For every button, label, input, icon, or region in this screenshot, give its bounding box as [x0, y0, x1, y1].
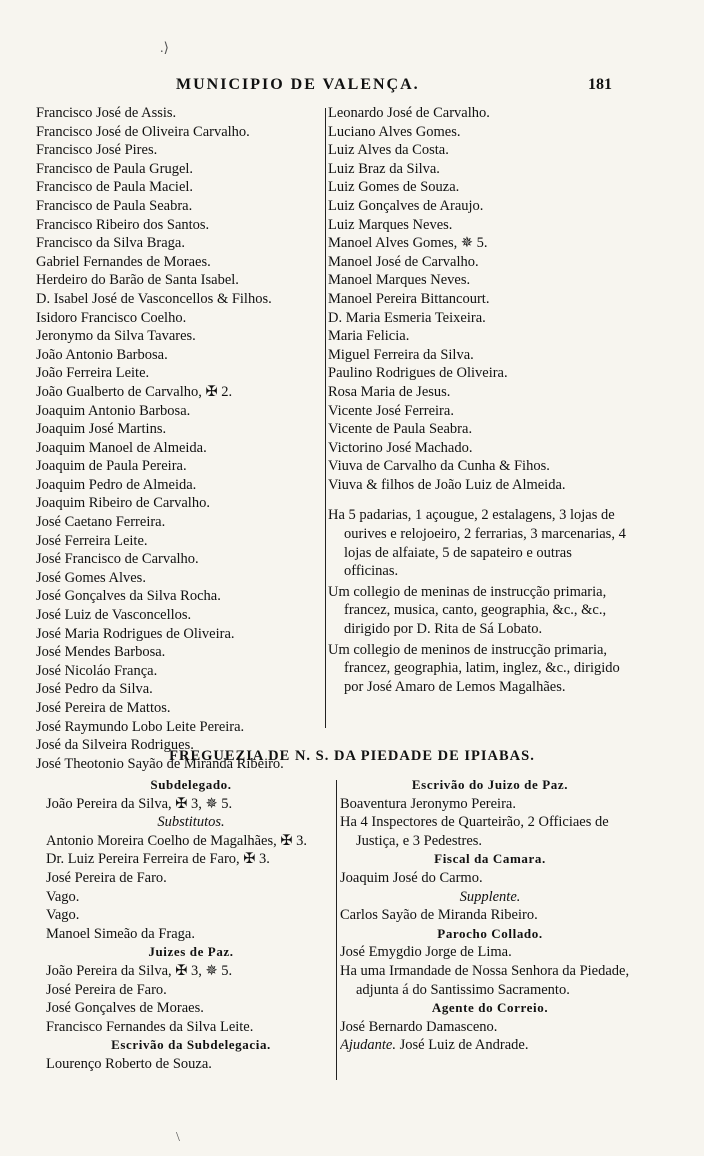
list-item: Francisco José de Assis.: [36, 105, 177, 121]
juizes-list: [46, 962, 336, 1036]
list-item: Luiz Marques Neves.: [328, 216, 453, 233]
list-item: Joaquim de Paula Pereira.: [36, 458, 187, 475]
parish-officials-right: [340, 776, 640, 1055]
list-item: Miguel Ferreira da Silva.: [328, 346, 474, 363]
list-item: José Pedro da Silva.: [36, 681, 153, 698]
list-item: José Luiz de Vasconcellos.: [36, 607, 192, 624]
list-item: Maria Felicia.: [328, 328, 410, 345]
list-item: José Ferreira Leite.: [36, 532, 148, 549]
escrivao-juizo-name: Boaventura Jeronymo Pereira.: [340, 795, 516, 812]
list-item: José Gomes Alves.: [36, 569, 146, 586]
paragraph: Ha 5 padarias, 1 açougue, 2 estalagens, 3 lojas de ourives e relojoeiro, 2 ferrarias, 3 marcenarias, 4 lojas de alfaiate, 5 de sapateiro e outras officinas.: [328, 507, 626, 580]
substitutos-list: [46, 832, 336, 944]
list-item: Vicente de Paula Seabra.: [328, 421, 473, 438]
list-item: Jeronymo da Silva Tavares.: [36, 328, 196, 345]
subdelegado-heading: Subdelegado.: [150, 777, 232, 792]
list-item: João Pereira da Silva, ✠ 3, ✵ 5.: [46, 962, 233, 979]
list-item: José Pereira de Faro.: [46, 981, 167, 998]
list-item: Antonio Moreira Coelho de Magalhães, ✠ 3.: [46, 832, 308, 849]
paragraph: Um collegio de meninos de instrucção primaria, francez, geographia, latim, inglez, &c., dirigido por José Amaro de Lemos Magalhães.: [328, 641, 620, 695]
list-item: João Ferreira Leite.: [36, 365, 150, 382]
list-item: Viuva & filhos de João Luiz de Almeida.: [328, 476, 566, 493]
list-item: Leonardo José de Carvalho.: [328, 105, 490, 121]
name-list-left: [36, 104, 326, 773]
list-item: Joaquim Pedro de Almeida.: [36, 476, 197, 493]
list-item: D. Isabel José de Vasconcellos & Filhos.: [36, 290, 272, 307]
list-item: Victorino José Machado.: [328, 439, 473, 456]
list-item: José Nicoláo França.: [36, 662, 158, 679]
list-item: Manoel José de Carvalho.: [328, 253, 479, 270]
agente-heading: Agente do Correio.: [431, 1000, 549, 1016]
list-item: José Caetano Ferreira.: [36, 514, 166, 531]
list-item: José Pereira de Faro.: [46, 869, 167, 886]
list-item: Luiz Gonçalves de Araujo.: [328, 197, 484, 214]
list-item: José Mendes Barbosa.: [36, 644, 166, 661]
ajudante-name: José Luiz de Andrade.: [399, 1037, 529, 1054]
escrivao-subdelegacia-name: Lourenço Roberto de Souza.: [46, 1055, 212, 1072]
list-item: Paulino Rodrigues de Oliveira.: [328, 365, 508, 382]
list-item: José Raymundo Lobo Leite Pereira.: [36, 718, 245, 735]
ajudante-line: [340, 1036, 640, 1055]
list-item: Francisco de Paula Maciel.: [36, 179, 194, 196]
list-item: Vago.: [46, 907, 80, 924]
list-item: Viuva de Carvalho da Cunha & Fihos.: [328, 458, 550, 475]
list-item: João Gualberto de Carvalho, ✠ 2.: [36, 383, 233, 400]
list-item: João Antonio Barbosa.: [36, 346, 168, 363]
list-item: Joaquim José Martins.: [36, 421, 167, 438]
list-item: José Gonçalves de Moraes.: [46, 1000, 204, 1017]
page-number: 181: [588, 76, 612, 93]
list-item: Francisco José de Oliveira Carvalho.: [36, 123, 250, 140]
list-item: Rosa Maria de Jesus.: [328, 383, 451, 400]
list-item: Vicente José Ferreira.: [328, 402, 454, 419]
escrivao-juizo-heading: Escrivão do Juizo de Paz.: [411, 777, 569, 792]
list-item: D. Maria Esmeria Teixeira.: [328, 309, 486, 326]
parocho-name: José Emygdio Jorge de Lima.: [340, 944, 512, 961]
list-item: Dr. Luiz Pereira Ferreira de Faro, ✠ 3.: [46, 851, 270, 868]
list-item: Manoel Pereira Bittancourt.: [328, 290, 490, 307]
list-item: José Theotonio Sayão de Miranda Ribeiro.: [36, 755, 284, 772]
column-divider: [325, 108, 326, 728]
list-item: José Maria Rodrigues de Oliveira.: [36, 625, 235, 642]
section-title: FREGUEZIA DE N. S. DA PIEDADE DE IPIABAS.: [169, 748, 535, 764]
ajudante-label: Ajudante.: [340, 1037, 396, 1054]
page-header: [0, 76, 704, 98]
list-item: Joaquim Ribeiro de Carvalho.: [36, 495, 210, 512]
fiscal-name: Joaquim José do Carmo.: [340, 869, 483, 886]
escrivao-subdelegacia-heading: Escrivão da Subdelegacia.: [111, 1037, 271, 1053]
list-item: Francisco da Silva Braga.: [36, 235, 185, 252]
list-item: Manoel Simeão da Fraga.: [46, 925, 195, 942]
inspectores-text: Ha 4 Inspectores de Quarteirão, 2 Officiaes de Justiça, e 3 Pedestres.: [340, 814, 609, 849]
list-item: Manoel Alves Gomes, ✵ 5.: [328, 235, 488, 252]
list-item: Joaquim Manoel de Almeida.: [36, 439, 207, 456]
margin-mark-bottom: \: [176, 1130, 180, 1145]
list-item: Gabriel Fernandes de Moraes.: [36, 253, 211, 270]
list-item: José Gonçalves da Silva Rocha.: [36, 588, 221, 605]
list-item: Francisco Fernandes da Silva Leite.: [46, 1018, 254, 1035]
parish-officials-left: [46, 776, 336, 1074]
list-item: Luiz Braz da Silva.: [328, 160, 440, 177]
supplente-heading: Supplente.: [459, 888, 521, 905]
name-list-right: [328, 104, 628, 494]
list-item: Francisco José Pires.: [36, 142, 158, 159]
list-item: Francisco de Paula Seabra.: [36, 197, 193, 214]
fiscal-heading: Fiscal da Camara.: [434, 851, 546, 867]
juizes-heading: Juizes de Paz.: [148, 944, 234, 960]
supplente-name: Carlos Sayão de Miranda Ribeiro.: [340, 907, 538, 924]
irmandade-text: Ha uma Irmandade de Nossa Senhora da Piedade, adjunta á do Santissimo Sacramento.: [340, 962, 630, 998]
substitutos-heading: Substitutos.: [157, 814, 225, 831]
establishments-paragraphs: [328, 506, 628, 698]
list-item: Francisco de Paula Grugel.: [36, 160, 194, 177]
paragraph: Um collegio de meninas de instrucção primaria, francez, musica, canto, geographia, &c., &c., dirigido por D. Rita de Sá Lobato.: [328, 583, 607, 638]
section-column-divider: [336, 780, 337, 1080]
page-title: MUNICIPIO DE VALENÇA.: [176, 76, 420, 93]
name-list-right-block: [328, 104, 628, 698]
list-item: José Francisco de Carvalho.: [36, 551, 199, 568]
list-item: Luiz Alves da Costa.: [328, 142, 449, 159]
list-item: Luciano Alves Gomes.: [328, 123, 461, 140]
list-item: Joaquim Antonio Barbosa.: [36, 402, 191, 419]
list-item: Herdeiro do Barão de Santa Isabel.: [36, 272, 239, 289]
list-item: José Pereira de Mattos.: [36, 700, 171, 716]
subdelegado-name: João Pereira da Silva, ✠ 3, ✵ 5.: [46, 795, 233, 812]
list-item: Francisco Ribeiro dos Santos.: [36, 216, 210, 233]
list-item: José da Silveira Rodrigues.: [36, 737, 194, 754]
list-item: Vago.: [46, 888, 80, 905]
margin-mark: .⟩: [160, 41, 169, 56]
list-item: Isidoro Francisco Coelho.: [36, 309, 187, 326]
parocho-heading: Parocho Collado.: [437, 925, 543, 941]
list-item: Luiz Gomes de Souza.: [328, 179, 460, 196]
agente-name: José Bernardo Damasceno.: [340, 1018, 498, 1035]
list-item: Manoel Marques Neves.: [328, 272, 471, 289]
